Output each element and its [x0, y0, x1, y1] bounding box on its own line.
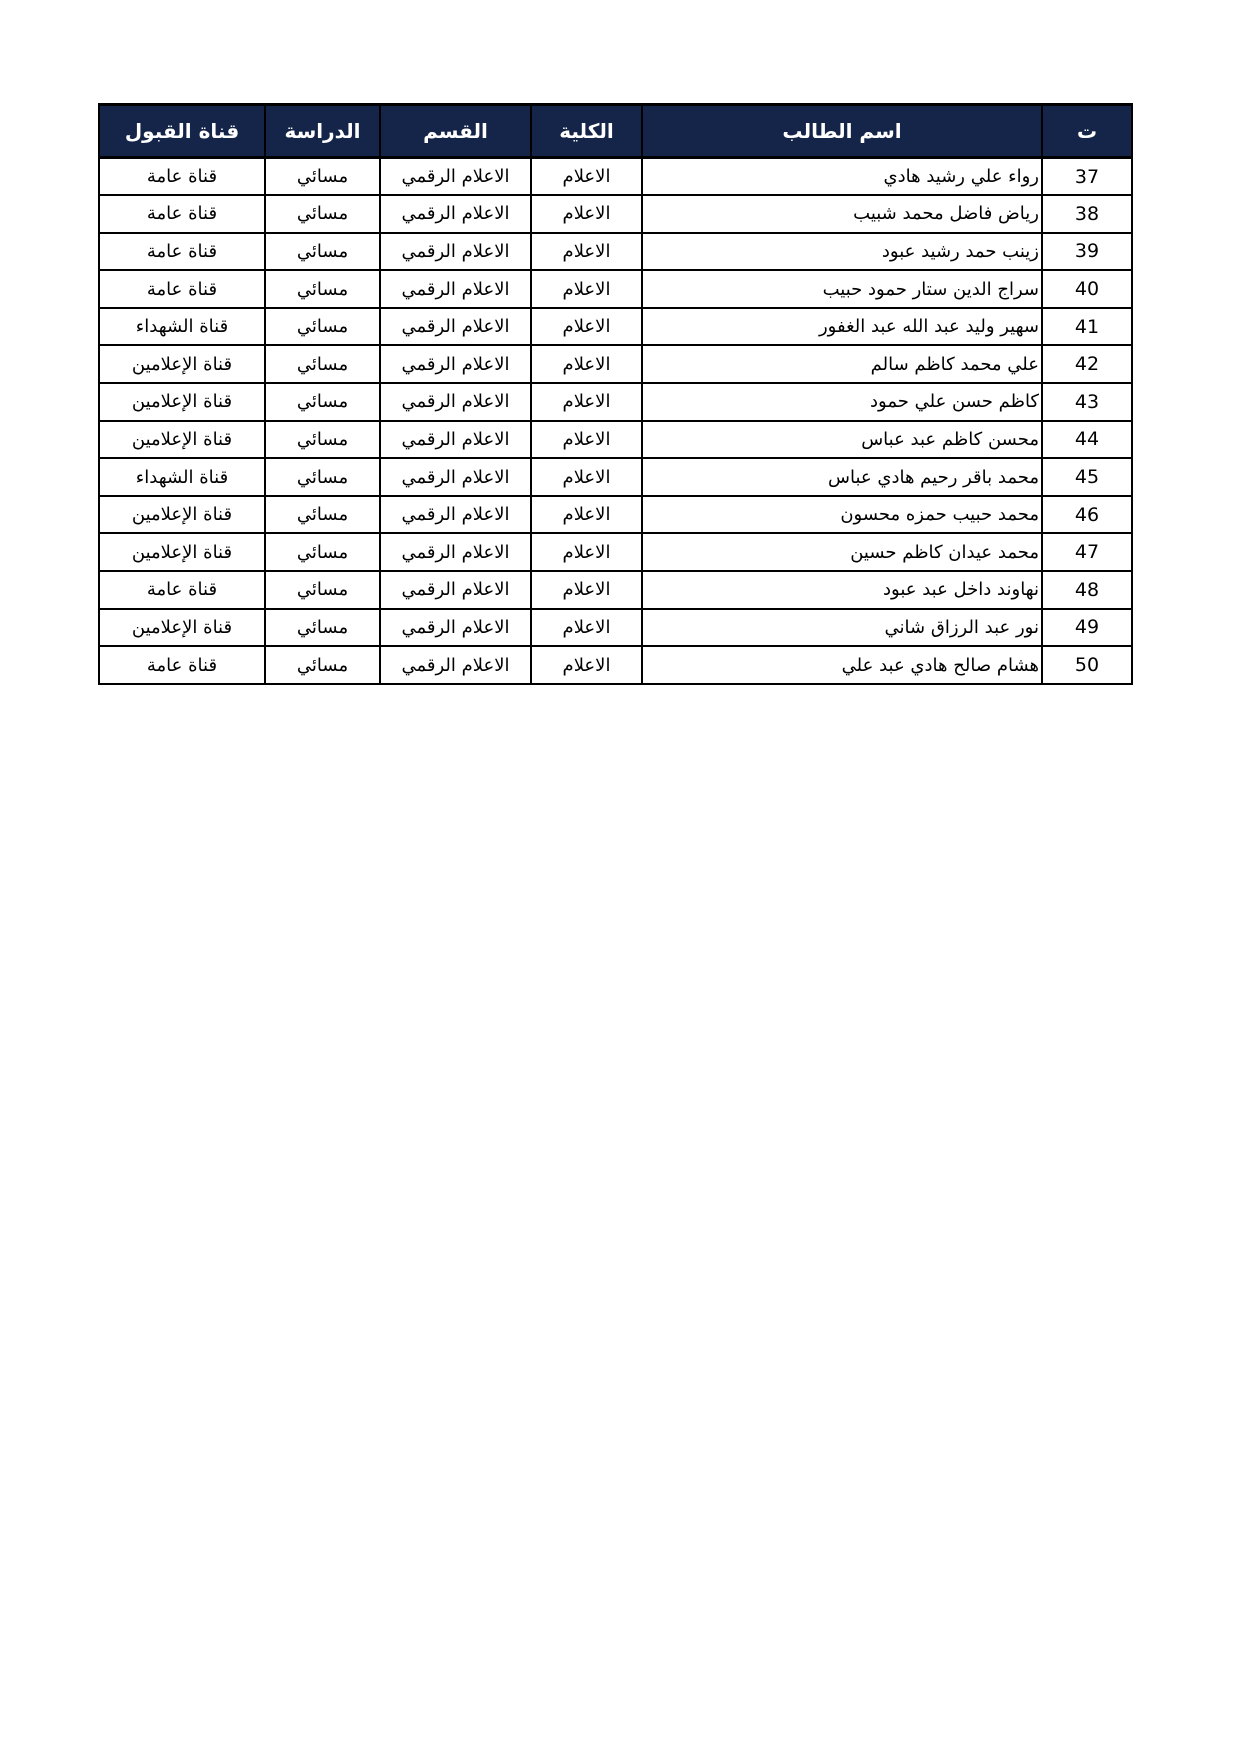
cell-study: مسائي	[265, 233, 380, 271]
cell-name: محسن كاظم عبد عباس	[642, 421, 1042, 459]
cell-dept: الاعلام الرقمي	[380, 646, 531, 684]
table-row	[99, 421, 1132, 459]
cell-dept: الاعلام الرقمي	[380, 421, 531, 459]
cell-num: 46	[1042, 496, 1132, 534]
cell-num: 45	[1042, 458, 1132, 496]
table-row	[99, 158, 1132, 196]
cell-study: مسائي	[265, 383, 380, 421]
header-cell-channel: قناة القبول	[99, 105, 265, 158]
cell-college: الاعلام	[531, 496, 642, 534]
cell-channel: قناة الإعلامين	[99, 345, 265, 383]
cell-channel: قناة الإعلامين	[99, 533, 265, 571]
cell-study: مسائي	[265, 308, 380, 346]
cell-college: الاعلام	[531, 421, 642, 459]
cell-name: زينب حمد رشيد عبود	[642, 233, 1042, 271]
cell-study: مسائي	[265, 496, 380, 534]
cell-dept: الاعلام الرقمي	[380, 158, 531, 196]
cell-name: علي محمد كاظم سالم	[642, 345, 1042, 383]
cell-name: هشام صالح هادي عبد علي	[642, 646, 1042, 684]
cell-study: مسائي	[265, 571, 380, 609]
cell-college: الاعلام	[531, 233, 642, 271]
cell-channel: قناة عامة	[99, 158, 265, 196]
cell-channel: قناة عامة	[99, 195, 265, 233]
cell-channel: قناة الإعلامين	[99, 383, 265, 421]
cell-num: 38	[1042, 195, 1132, 233]
cell-num: 40	[1042, 270, 1132, 308]
cell-dept: الاعلام الرقمي	[380, 308, 531, 346]
table-row	[99, 646, 1132, 684]
table-row	[99, 233, 1132, 271]
cell-college: الاعلام	[531, 571, 642, 609]
cell-num: 44	[1042, 421, 1132, 459]
cell-channel: قناة عامة	[99, 571, 265, 609]
cell-dept: الاعلام الرقمي	[380, 195, 531, 233]
header-cell-study: الدراسة	[265, 105, 380, 158]
cell-channel: قناة الشهداء	[99, 308, 265, 346]
cell-study: مسائي	[265, 421, 380, 459]
cell-study: مسائي	[265, 345, 380, 383]
header-cell-num: ت	[1042, 105, 1132, 158]
table-row	[99, 345, 1132, 383]
cell-study: مسائي	[265, 158, 380, 196]
cell-name: نور عبد الرزاق شاني	[642, 609, 1042, 647]
cell-num: 42	[1042, 345, 1132, 383]
cell-num: 49	[1042, 609, 1132, 647]
cell-college: الاعلام	[531, 609, 642, 647]
cell-dept: الاعلام الرقمي	[380, 383, 531, 421]
cell-dept: الاعلام الرقمي	[380, 270, 531, 308]
cell-channel: قناة عامة	[99, 233, 265, 271]
cell-dept: الاعلام الرقمي	[380, 496, 531, 534]
cell-study: مسائي	[265, 609, 380, 647]
table-row	[99, 458, 1132, 496]
header-cell-dept: القسم	[380, 105, 531, 158]
table-row	[99, 496, 1132, 534]
cell-college: الاعلام	[531, 270, 642, 308]
cell-name: محمد عيدان كاظم حسين	[642, 533, 1042, 571]
cell-study: مسائي	[265, 195, 380, 233]
table-header	[99, 105, 1132, 158]
cell-name: نهاوند داخل عبد عبود	[642, 571, 1042, 609]
cell-study: مسائي	[265, 270, 380, 308]
header-cell-name: اسم الطالب	[642, 105, 1042, 158]
cell-name: محمد باقر رحيم هادي عباس	[642, 458, 1042, 496]
students-table	[98, 103, 1133, 685]
header-cell-college: الكلية	[531, 105, 642, 158]
table-row	[99, 195, 1132, 233]
cell-dept: الاعلام الرقمي	[380, 458, 531, 496]
cell-college: الاعلام	[531, 646, 642, 684]
table-body	[99, 158, 1132, 684]
cell-college: الاعلام	[531, 383, 642, 421]
table-row	[99, 609, 1132, 647]
table-header-row	[99, 105, 1132, 158]
cell-name: سراج الدين ستار حمود حبيب	[642, 270, 1042, 308]
cell-study: مسائي	[265, 458, 380, 496]
cell-num: 47	[1042, 533, 1132, 571]
cell-college: الاعلام	[531, 308, 642, 346]
cell-college: الاعلام	[531, 345, 642, 383]
cell-num: 50	[1042, 646, 1132, 684]
cell-num: 43	[1042, 383, 1132, 421]
cell-num: 48	[1042, 571, 1132, 609]
cell-name: رواء علي رشيد هادي	[642, 158, 1042, 196]
cell-channel: قناة الإعلامين	[99, 609, 265, 647]
cell-name: محمد حبيب حمزه محسون	[642, 496, 1042, 534]
cell-college: الاعلام	[531, 158, 642, 196]
cell-college: الاعلام	[531, 458, 642, 496]
cell-channel: قناة الإعلامين	[99, 496, 265, 534]
cell-dept: الاعلام الرقمي	[380, 609, 531, 647]
cell-channel: قناة الإعلامين	[99, 421, 265, 459]
cell-dept: الاعلام الرقمي	[380, 233, 531, 271]
cell-name: سهير وليد عبد الله عبد الغفور	[642, 308, 1042, 346]
cell-num: 39	[1042, 233, 1132, 271]
cell-dept: الاعلام الرقمي	[380, 571, 531, 609]
students-table-container	[100, 103, 1133, 685]
table-row	[99, 383, 1132, 421]
table-row	[99, 308, 1132, 346]
cell-channel: قناة الشهداء	[99, 458, 265, 496]
cell-study: مسائي	[265, 533, 380, 571]
cell-name: كاظم حسن علي حمود	[642, 383, 1042, 421]
table-row	[99, 571, 1132, 609]
cell-channel: قناة عامة	[99, 646, 265, 684]
cell-study: مسائي	[265, 646, 380, 684]
cell-college: الاعلام	[531, 533, 642, 571]
table-row	[99, 270, 1132, 308]
cell-college: الاعلام	[531, 195, 642, 233]
cell-name: رياض فاضل محمد شبيب	[642, 195, 1042, 233]
cell-num: 37	[1042, 158, 1132, 196]
cell-dept: الاعلام الرقمي	[380, 345, 531, 383]
table-row	[99, 533, 1132, 571]
cell-dept: الاعلام الرقمي	[380, 533, 531, 571]
cell-channel: قناة عامة	[99, 270, 265, 308]
cell-num: 41	[1042, 308, 1132, 346]
